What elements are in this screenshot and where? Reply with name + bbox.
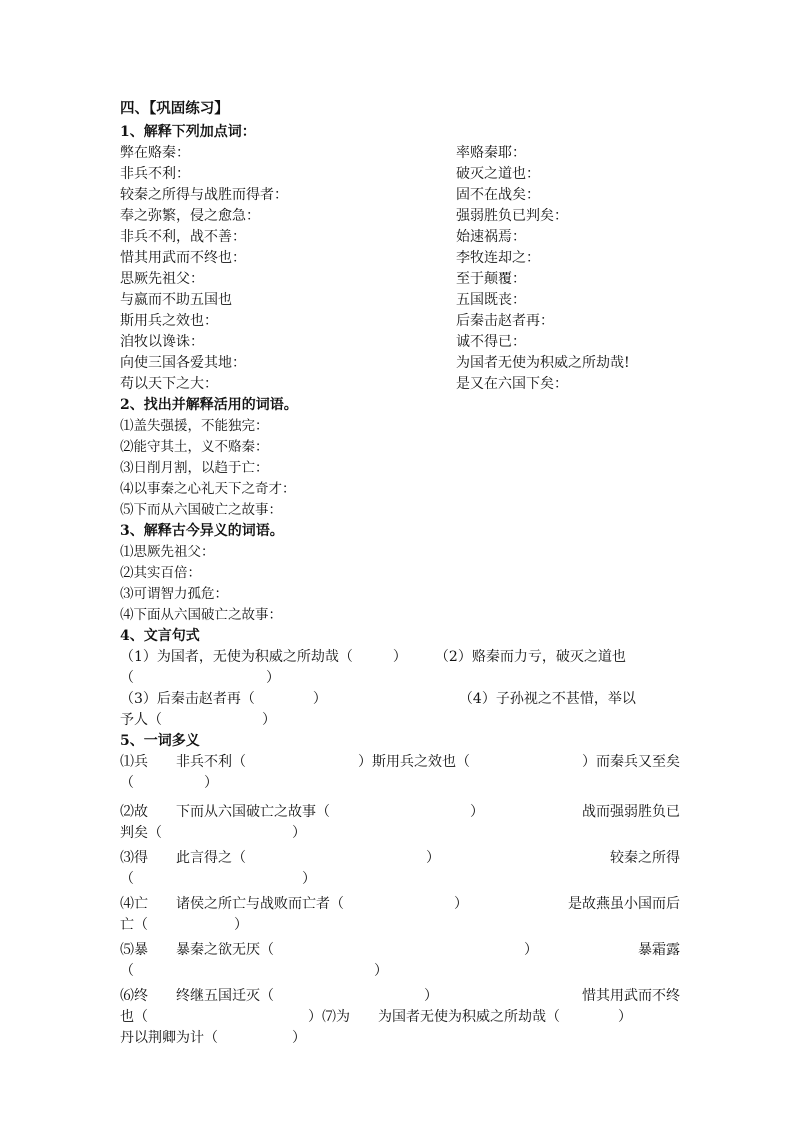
s1-row [120,332,680,353]
s5-p6 [120,986,680,1007]
s3-item: ⑴思厥先祖父： [120,544,215,560]
s1-row [120,248,680,269]
s1-item-left: 洎牧以谗诛： [120,334,204,350]
s3-item: ⑵其实百倍： [120,565,201,581]
s1-rows [120,143,680,395]
s5-p5-cont [120,961,680,982]
s5-p2-b: ） [470,804,484,820]
s1-row [120,164,680,185]
s2-heading: 2、找出并解释活用的词语。 [120,397,298,413]
s5-p6-c: 惜其用武而不终 [582,988,680,1004]
s5-p6-e: ）⑺为 为国者无使为积威之所劫哉（ [308,1009,560,1025]
s3-item: ⑶可谓智力孤危： [120,586,228,602]
s5-p3-c: 较秦之所得 [610,850,680,866]
s1-row [120,143,680,164]
s5-p6-f: ） [618,1009,632,1025]
s1-item-left: 奉之弥繁，侵之愈急： [120,208,260,224]
s5-p7-b: ） [292,1030,306,1046]
s1-item-right: 是又在六国下矣： [456,376,568,392]
s1-item-left: 思厥先祖父： [120,271,204,287]
s1-item-right: 为国者无使为积威之所劫哉! [456,355,630,371]
s5-p4-b: ） [454,896,468,912]
s1-item-left: 与嬴而不助五国也 [120,292,232,308]
s1-item-right: 至于颠覆： [456,271,526,287]
s2-item: ⑸下而从六国破亡之故事： [120,502,282,518]
s1-item-right: 后秦击赵者再： [456,313,554,329]
s1-row [120,374,680,395]
s5-p2-a: ⑵故 下而从六国破亡之故事（ [120,804,330,820]
s5-p4-a: ⑷亡 诸侯之所亡与战败而亡者（ [120,896,344,912]
s5-p3-a: ⑶得 此言得之（ [120,850,246,866]
s4-q3: （3）后秦击赵者再（ [120,691,255,707]
s1-row [120,227,680,248]
s5-p5 [120,940,680,961]
s5-p6-b: ） [424,988,438,1004]
s5-p6-a: ⑹终 终继五国迁灭（ [120,988,274,1004]
s1-row [120,290,680,311]
s5-p7 [120,1028,680,1049]
s5-p2 [120,802,680,823]
s3-item: ⑷下面从六国破亡之故事： [120,607,282,623]
s5-p7-a: 丹以荆卿为计（ [120,1030,218,1046]
section-title: 四、【巩固练习】 [120,100,229,117]
s5-p3-e: ） [302,871,316,887]
s1-row [120,311,680,332]
s4-q2-open: （ [120,670,134,686]
s1-item-left: 非兵不利： [120,166,190,182]
s5-p6-cont [120,1007,680,1028]
s2-item: ⑶日削月割，以趋于亡： [120,460,269,476]
s1-item-right: 诚不得已： [456,334,526,350]
s1-row [120,269,680,290]
s4-q2: （2）赂秦而力亏，破灭之道也 [434,649,626,665]
s4-q4: （4）子孙视之不甚惜，举以 [458,691,636,707]
s5-p1-a: ⑴兵 非兵不利（ [120,754,246,770]
s5-p1-b: ）斯用兵之效也（ [358,754,470,770]
s2-item: ⑴盖失强援，不能独完： [120,418,269,434]
s5-p3 [120,848,680,869]
s1-item-right: 五国既丧： [456,292,526,308]
s5-p5-c: 暴霜露 [638,942,680,958]
s5-p2-cont [120,823,680,844]
s4-q3-close: ） [312,691,327,707]
s5-p1 [120,752,680,773]
s1-item-right: 破灭之道也： [456,166,540,182]
s2-item: ⑵能守其土，义不赂秦： [120,439,269,455]
s5-p1-cont [120,773,680,794]
s5-p4-c: 是故燕虽小国而后 [568,896,680,912]
s4-heading: 4、文言句式 [120,628,200,644]
s4-line3 [120,689,680,710]
s2-item: ⑷以事秦之心礼天下之奇才： [120,481,296,497]
s5-p4-d: 亡（ [120,917,148,933]
s4-q1-close: ） [392,649,407,665]
s1-row [120,185,680,206]
s4-q2-close: ） [266,670,280,686]
s5-p2-e: ） [292,825,306,841]
s1-item-left: 斯用兵之效也： [120,313,218,329]
s4-q1: （1）为国者，无使为积威之所劫哉（ [120,649,353,665]
s5-p2-d: 判矣（ [120,825,162,841]
s5-p5-d: （ [120,963,134,979]
s1-row [120,206,680,227]
s5-p4-e: ） [234,917,248,933]
s4-q4-close: ） [262,712,276,728]
worksheet [120,96,680,1049]
s5-p4 [120,894,680,915]
s5-p5-e: ） [374,963,388,979]
s5-p3-cont [120,869,680,890]
s1-item-left: 弊在赂秦： [120,145,190,161]
s1-heading: 1、解释下列加点词： [120,124,256,140]
s1-item-left: 苟以天下之大： [120,376,218,392]
s5-p6-d: 也（ [120,1009,148,1025]
s5-p5-b: ） [524,942,538,958]
s1-item-right: 率赂秦耶： [456,145,526,161]
s1-item-right: 强弱胜负已判矣： [456,208,568,224]
s1-item-right: 固不在战矣： [456,187,540,203]
s5-p5-a: ⑸暴 暴秦之欲无厌（ [120,942,274,958]
s1-item-left: 较秦之所得与战胜而得者： [120,187,288,203]
s5-p4-cont [120,915,680,936]
s3-heading: 3、解释古今异义的词语。 [120,523,284,539]
s5-p3-d: （ [120,871,134,887]
s5-p1-e: ） [204,775,218,791]
s1-item-left: 向使三国各爱其地： [120,355,246,371]
s5-p1-c: ）而秦兵又至矣 [582,754,680,770]
s4-line4 [120,710,680,731]
s1-item-left: 惜其用武而不终也： [120,250,246,266]
s5-heading: 5、一词多义 [120,733,200,749]
s4-q4-cont: 予人（ [120,712,162,728]
s1-item-left: 非兵不利，战不善： [120,229,246,245]
s1-item-right: 李牧连却之： [456,250,540,266]
s4-line2 [120,668,680,689]
s5-p1-d: （ [120,775,134,791]
s1-item-right: 始速祸焉： [456,229,526,245]
s5-p2-c: 战而强弱胜负已 [582,804,680,820]
s1-row [120,353,680,374]
s5-p3-b: ） [426,850,440,866]
s4-line1 [120,647,680,668]
